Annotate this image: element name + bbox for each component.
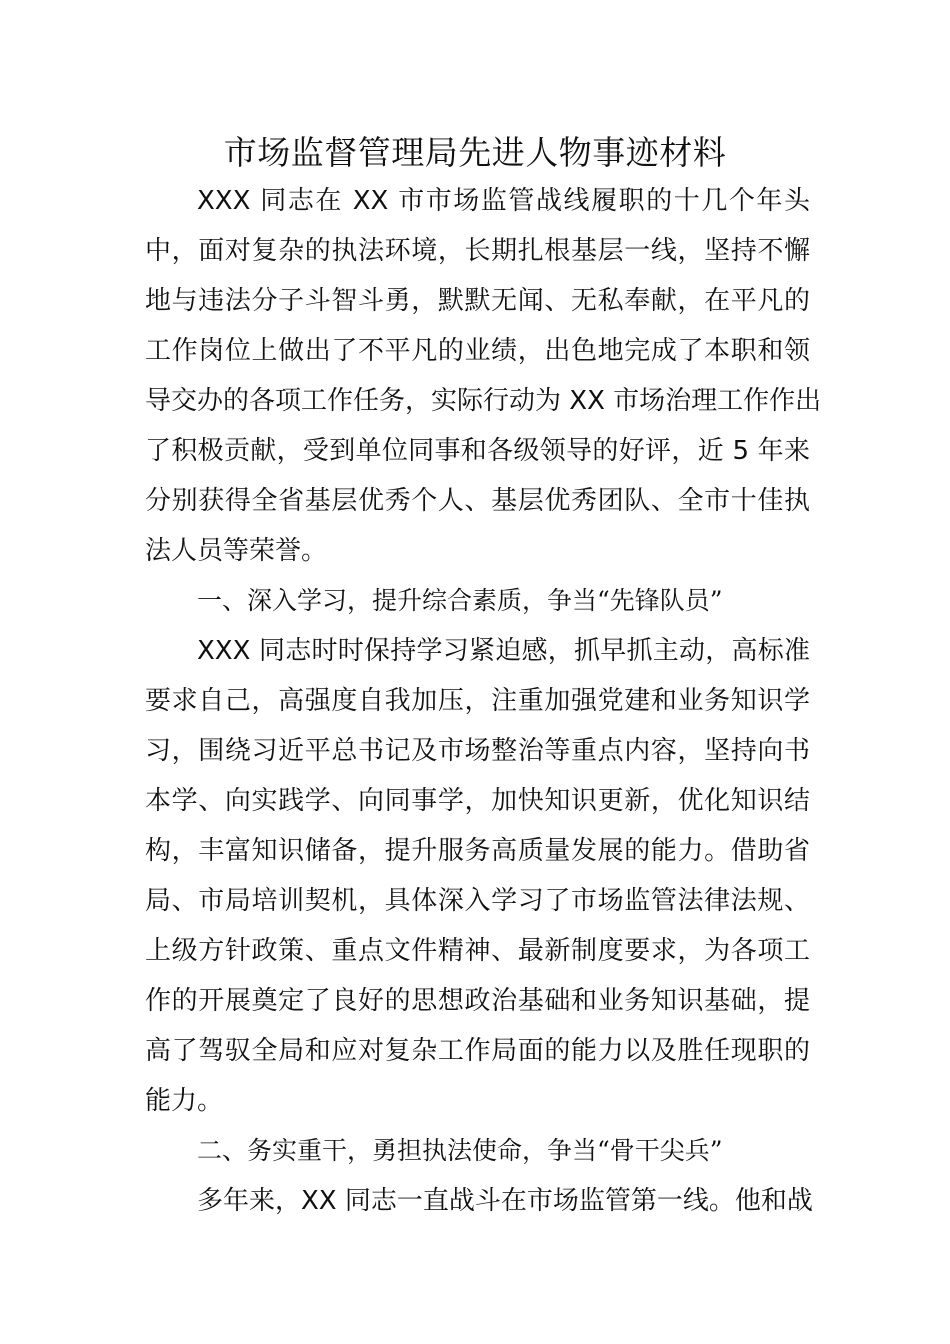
paragraph-line: 局、市局培训契机，具体深入学习了市场监管法律法规、 bbox=[145, 886, 810, 916]
paragraph-line: 中，面对复杂的执法环境，长期扎根基层一线，坚持不懈 bbox=[145, 236, 810, 266]
paragraph-line: 地与违法分子斗智斗勇，默默无闻、无私奉献，在平凡的 bbox=[145, 286, 810, 316]
paragraph-line: 作的开展奠定了良好的思想政治基础和业务知识基础，提 bbox=[145, 986, 810, 1016]
paragraph-line: 要求自己，高强度自我加压，注重加强党建和业务知识学 bbox=[145, 686, 810, 716]
paragraph-line: 了积极贡献，受到单位同事和各级领导的好评，近 5 年来 bbox=[145, 436, 810, 466]
paragraph-line: 工作岗位上做出了不平凡的业绩，出色地完成了本职和领 bbox=[145, 336, 810, 366]
paragraph-line: 上级方针政策、重点文件精神、最新制度要求，为各项工 bbox=[145, 936, 810, 966]
paragraph-line: XXX 同志时时保持学习紧迫感，抓早抓主动，高标准 bbox=[197, 636, 810, 666]
paragraph-line: 法人员等荣誉。 bbox=[145, 536, 328, 566]
paragraph-line: 分别获得全省基层优秀个人、基层优秀团队、全市十佳执 bbox=[145, 486, 810, 516]
paragraph-line: 多年来，XX 同志一直战斗在市场监管第一线。他和战 bbox=[197, 1186, 813, 1216]
paragraph-line: 能力。 bbox=[145, 1086, 224, 1116]
section-heading: 一、深入学习，提升综合素质，争当“先锋队员” bbox=[197, 586, 723, 615]
section-heading: 二、务实重干，勇担执法使命，争当“骨干尖兵” bbox=[197, 1136, 723, 1165]
paragraph-line: 高了驾驭全局和应对复杂工作局面的能力以及胜任现职的 bbox=[145, 1036, 810, 1066]
paragraph-line: 习，围绕习近平总书记及市场整治等重点内容，坚持向书 bbox=[145, 736, 810, 766]
document-title: 市场监督管理局先进人物事迹材料 bbox=[223, 133, 727, 172]
paragraph-line: 导交办的各项工作任务，实际行动为 XX 市场治理工作作出 bbox=[145, 386, 822, 416]
paragraph-line: 构，丰富知识储备，提升服务高质量发展的能力。借助省 bbox=[145, 836, 810, 866]
paragraph-line: XXX 同志在 XX 市市场监管战线履职的十几个年头 bbox=[197, 186, 810, 216]
paragraph-line: 本学、向实践学、向同事学，加快知识更新，优化知识结 bbox=[145, 786, 810, 816]
document-body bbox=[145, 176, 822, 1226]
